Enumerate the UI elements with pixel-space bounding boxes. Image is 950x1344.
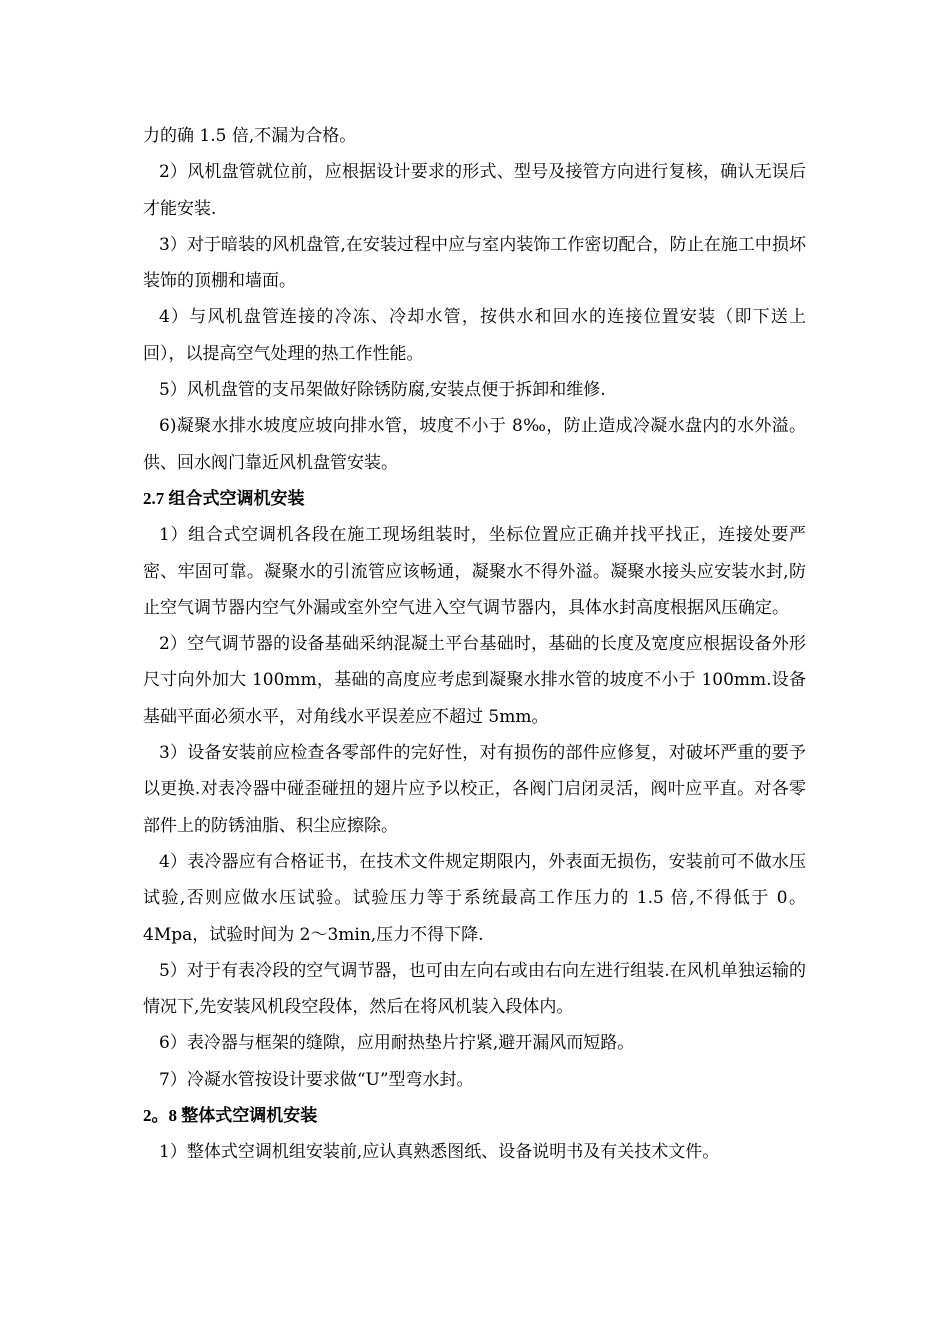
paragraph-combined-ahu-item-2: 2）空气调节器的设备基础采纳混凝土平台基础时，基础的长度及宽度应根据设备外形尺寸向外加大 100mm，基础的高度应考虑到凝聚水排水管的坡度不小于 100mm.设备基础平面必须水平，对角线水平误差应不超过 5mm。 (143, 634, 806, 727)
section-heading-2-7: 2.7 组合式空调机安装 (143, 488, 305, 508)
document-body (143, 118, 806, 1171)
section-heading-2-8: 2。8 整体式空调机安装 (143, 1106, 318, 1126)
paragraph-continuation: 力的确 1.5 倍,不漏为合格。 (143, 126, 357, 146)
paragraph-fan-coil-item-2: 2）风机盘管就位前，应根据设计要求的形式、型号及接管方向进行复核，确认无误后才能安装. (143, 162, 806, 219)
paragraph-fan-coil-item-4: 4）与风机盘管连接的冷冻、冷却水管，按供水和回水的连接位置安装（即下送上回），以提高空气处理的热工作性能。 (143, 307, 806, 364)
paragraph-fan-coil-item-6: 6)凝聚水排水坡度应坡向排水管，坡度不小于 8‰，防止造成冷凝水盘内的水外溢。供、回水阀门靠近风机盘管安装。 (143, 416, 806, 473)
paragraph-combined-ahu-item-1: 1）组合式空调机各段在施工现场组装时，坐标位置应正确并找平找正，连接处要严密、牢固可靠。凝聚水的引流管应该畅通，凝聚水不得外溢。凝聚水接头应安装水封,防止空气调节器内空气外漏或室外空气进入空气调节器内，具体水封高度根据风压确定。 (143, 525, 806, 618)
paragraph-combined-ahu-item-4: 4）表冷器应有合格证书，在技术文件规定期限内，外表面无损伤，安装前可不做水压试验,否则应做水压试验。试验压力等于系统最高工作压力的 1.5 倍,不得低于 0。4Mpa，试验时间为 2～3min,压力不得下降. (143, 851, 806, 945)
paragraph-fan-coil-item-3: 3）对于暗装的风机盘管,在安装过程中应与室内装饰工作密切配合，防止在施工中损坏装饰的顶棚和墙面。 (143, 234, 806, 292)
paragraph-packaged-ac-item-1: 1）整体式空调机组安装前,应认真熟悉图纸、设备说明书及有关技术文件。 (159, 1142, 720, 1163)
paragraph-combined-ahu-item-3: 3）设备安装前应检查各零部件的完好性，对有损伤的部件应修复，对破坏严重的要予以更换.对表冷器中碰歪碰扭的翅片应予以校正，各阀门启闭灵活，阀叶应平直。对各零部件上的防锈油脂、积尘应擦除。 (143, 743, 806, 836)
paragraph-combined-ahu-item-5: 5）对于有表冷段的空气调节器，也可由左向右或由右向左进行组装.在风机单独运输的情况下,先安装风机段空段体，然后在将风机装入段体内。 (143, 960, 806, 1018)
paragraph-fan-coil-item-5: 5）风机盘管的支吊架做好除锈防腐,安装点便于拆卸和维修. (159, 380, 606, 401)
paragraph-combined-ahu-item-7: 7）冷凝水管按设计要求做“U”型弯水封。 (159, 1069, 474, 1090)
paragraph-combined-ahu-item-6: 6）表冷器与框架的缝隙，应用耐热垫片拧紧,避开漏风而短路。 (159, 1033, 635, 1054)
